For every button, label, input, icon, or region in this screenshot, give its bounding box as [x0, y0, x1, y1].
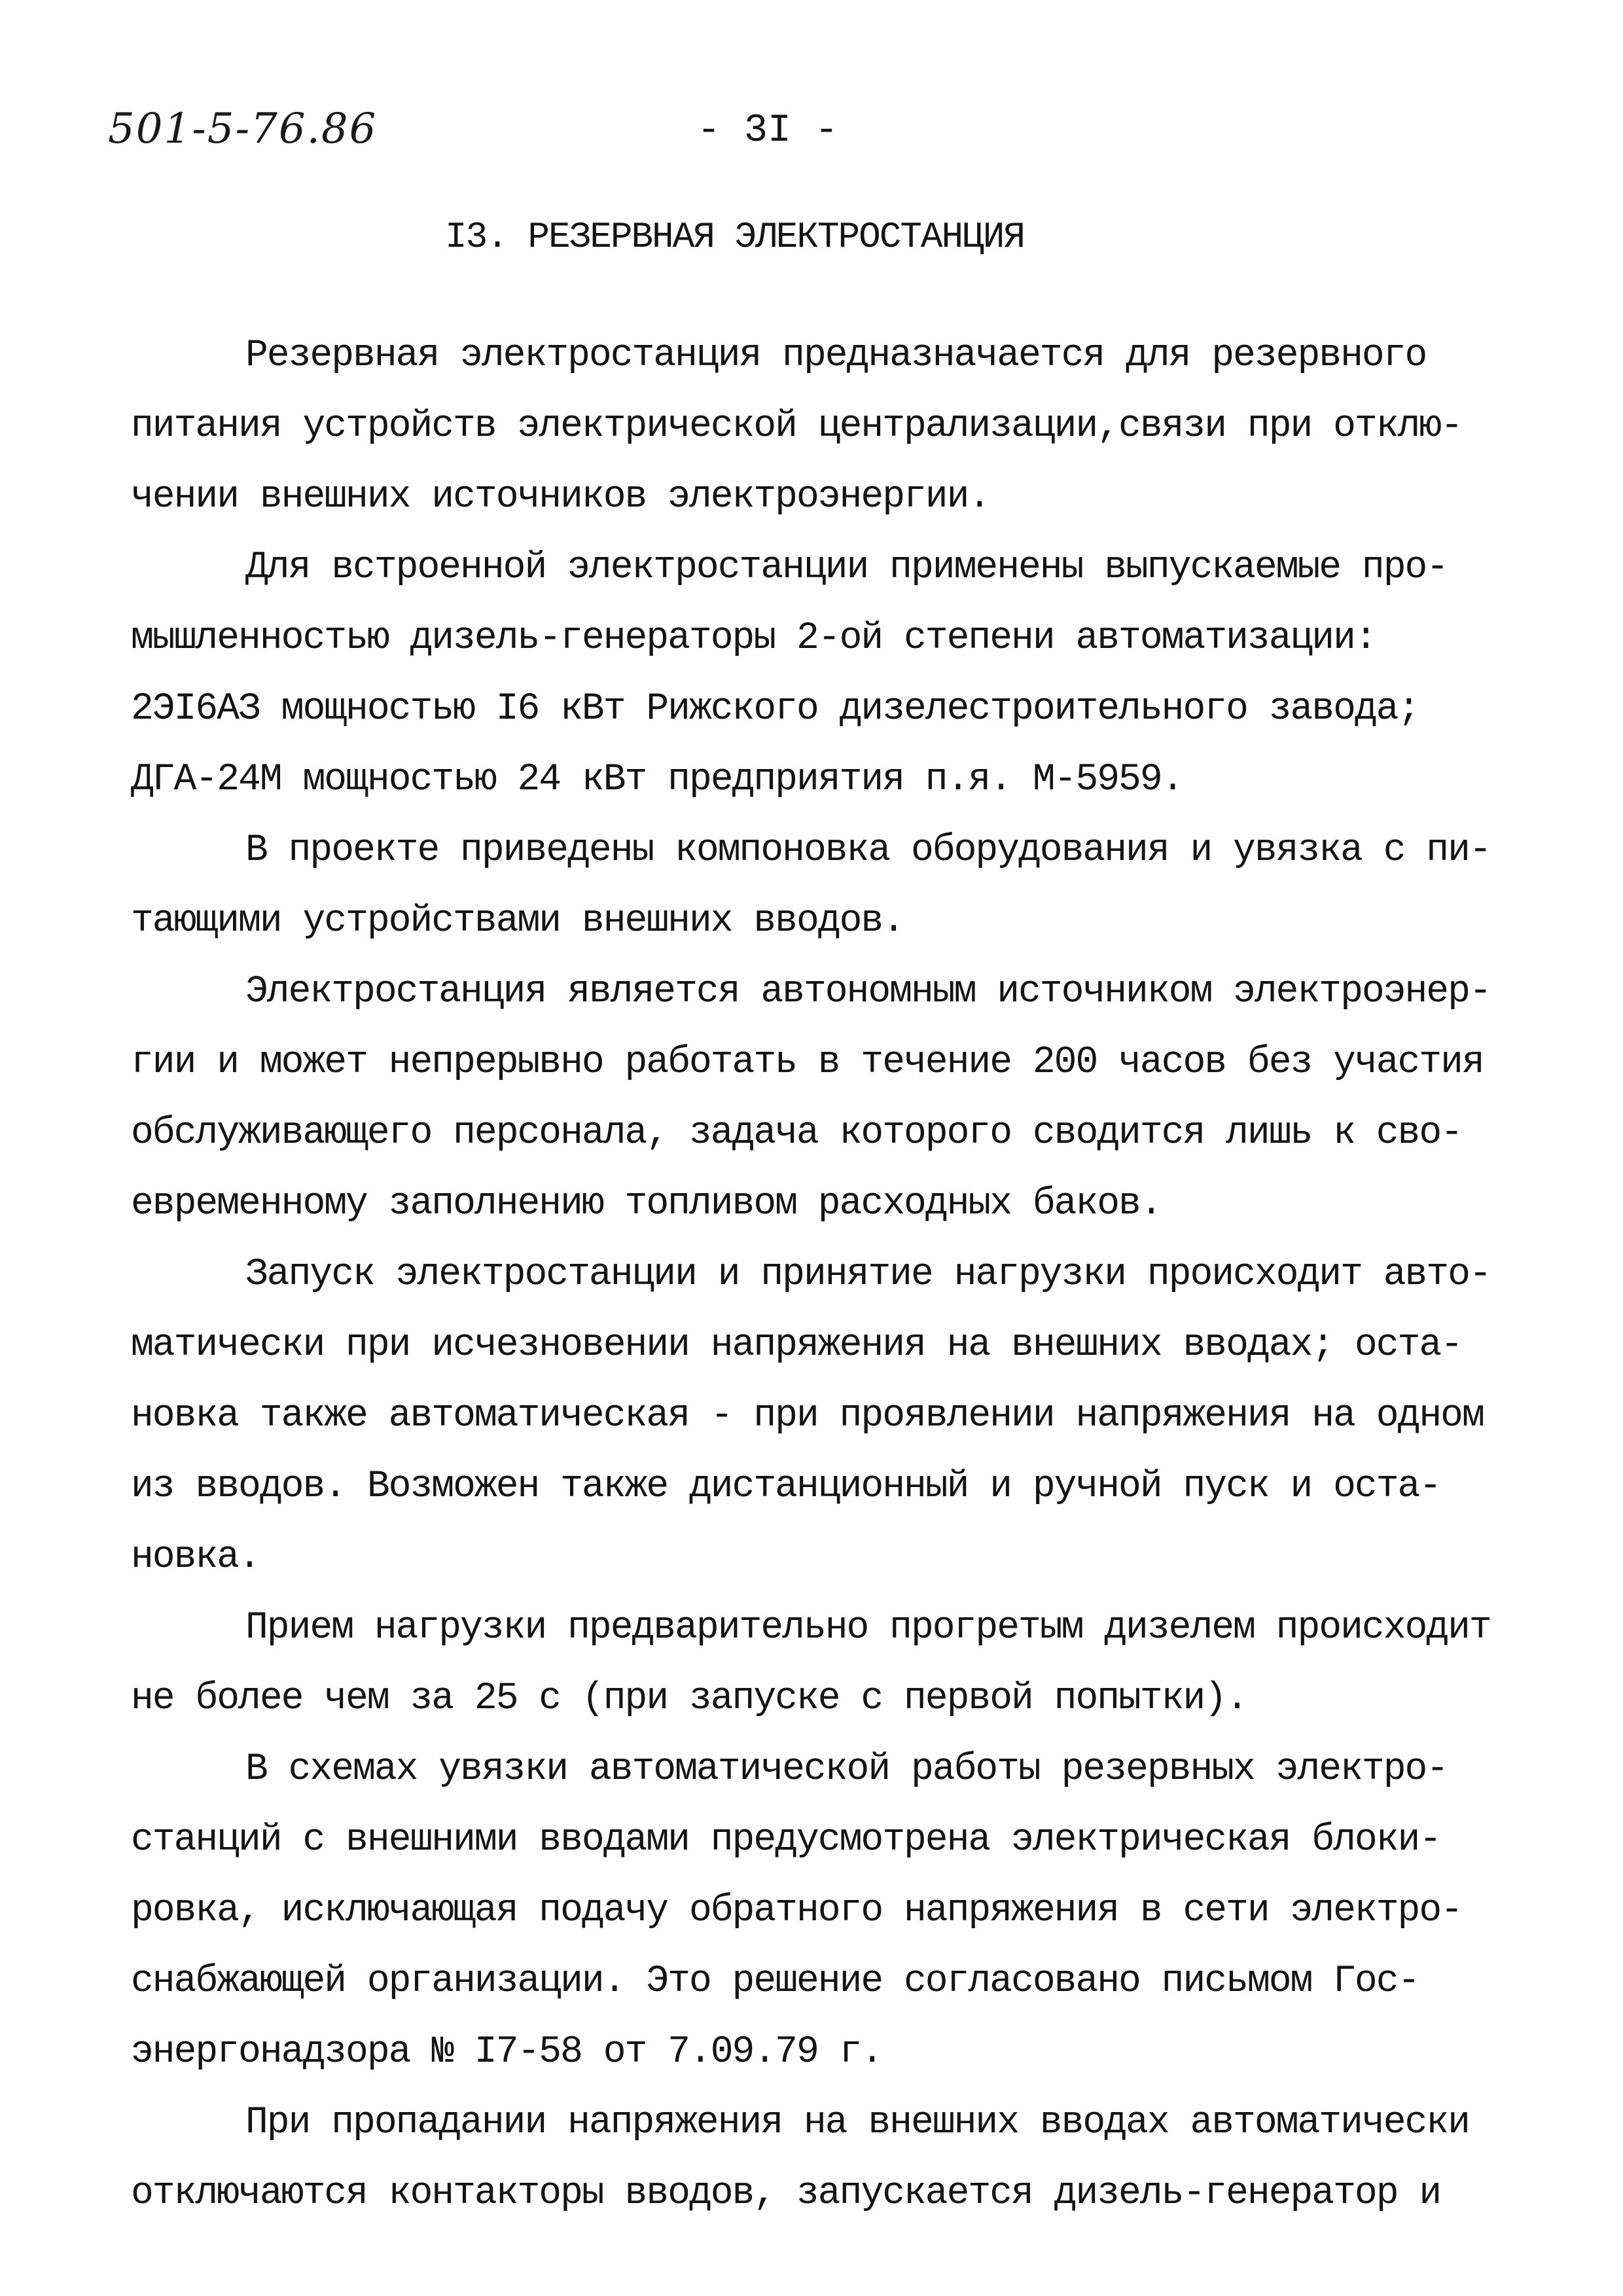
text-line: матически при исчезновении напряжения на внешних вводах; оста-	[131, 1324, 1462, 1367]
text-line: ровка, исключающая подачу обратного напряжения в сети электро-	[131, 1890, 1462, 1932]
text-line: В проекте приведены компоновка оборудования и увязка с пи-	[245, 829, 1491, 872]
text-line: ДГА-24М мощностью 24 кВт предприятия п.я. М-5959.	[131, 759, 1183, 801]
text-line: отключаются контакторы вводов, запускается дизель-генератор и	[131, 2172, 1441, 2215]
text-line: Для встроенной электростанции применены выпускаемые про-	[245, 547, 1448, 589]
text-line: евременному заполнению топливом расходных баков.	[131, 1183, 1162, 1225]
section-title: I3. РЕЗЕРВНАЯ ЭЛЕКТРОСТАНЦИЯ	[445, 216, 1024, 258]
text-line: тающими устройствами внешних вводов.	[131, 900, 904, 942]
text-line: чении внешних источников электроэнергии.	[131, 476, 990, 518]
text-line: из вводов. Возможен также дистанционный и ручной пуск и оста-	[131, 1465, 1441, 1508]
text-line: гии и может непрерывно работать в течение 200 часов без участия	[131, 1041, 1484, 1084]
text-line: питания устройств электрической централизации,связи при отклю-	[131, 405, 1462, 448]
text-line: обслуживающего персонала, задача которого сводится лишь к сво-	[131, 1112, 1462, 1155]
text-line: энергонадзора № I7-58 от 7.09.79 г.	[131, 2031, 883, 2073]
text-line: При пропадании напряжения на внешних вводах автоматически	[245, 2102, 1469, 2144]
text-line: новка также автоматическая - при проявлении напряжения на одном	[131, 1395, 1484, 1437]
document-code: 501-5-76.86	[108, 105, 378, 153]
text-line: мышленностью дизель-генераторы 2-ой степени автоматизации:	[131, 617, 1376, 660]
text-line: Прием нагрузки предварительно прогретым дизелем происходит	[245, 1607, 1491, 1649]
text-line: Запуск электростанции и принятие нагрузки происходит авто-	[245, 1253, 1491, 1296]
text-line: станций с внешними вводами предусмотрена электрическая блоки-	[131, 1819, 1441, 1861]
text-line: не более чем за 25 с (при запуске с первой попытки).	[131, 1677, 1247, 1720]
page-number: - 3I -	[697, 109, 839, 153]
body-text	[131, 321, 1518, 2229]
text-line: новка.	[131, 1536, 260, 1579]
text-line: 2ЭI6АЗ мощностью I6 кВт Рижского дизелестроительного завода;	[131, 688, 1419, 730]
text-line: Электростанция является автономным источником электроэнер-	[245, 971, 1491, 1013]
text-line: Резервная электростанция предназначается для резервного	[245, 334, 1427, 377]
text-line: снабжающей организации. Это решение согласовано письмом Гос-	[131, 1960, 1419, 2003]
text-line: В схемах увязки автоматической работы резервных электро-	[245, 1748, 1448, 1791]
